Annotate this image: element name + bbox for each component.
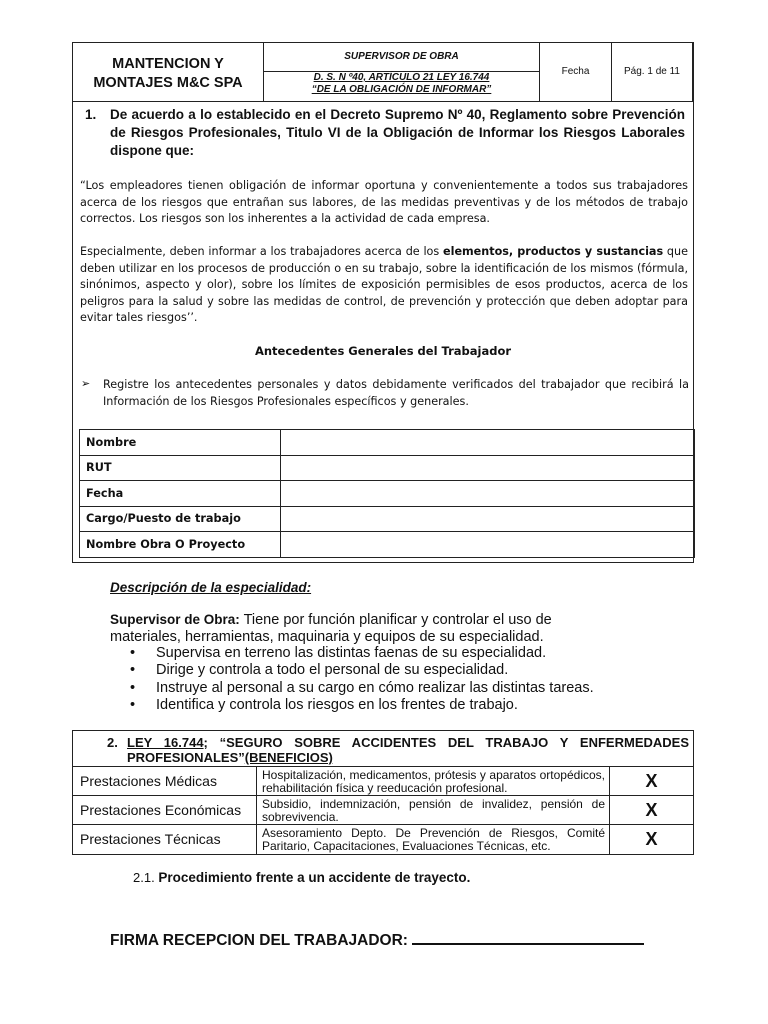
- row-label: Nombre: [80, 430, 281, 456]
- role-intro: Tiene por función planificar y controlar el uso de materiales, herramientas, maquinaria y equipos de su especialidad.: [110, 612, 552, 645]
- benefit-name: Prestaciones Técnicas: [73, 825, 257, 854]
- law-name: LEY 16.744: [127, 735, 204, 750]
- list-item: [130, 680, 594, 697]
- table-row: [80, 481, 695, 507]
- law-title: ; “SEGURO SOBRE ACCIDENTES DEL TRABAJO Y ENFERMEDADES PROFESIONALES”: [127, 735, 689, 765]
- paragraph-2-bold: elementos, productos y sustancias: [443, 245, 664, 258]
- section-1-number: 1.: [85, 107, 97, 122]
- role-label: Supervisor de Obra:: [110, 612, 240, 627]
- table-row: [80, 455, 695, 481]
- description-title: Descripción de la especialidad:: [110, 580, 312, 595]
- bullet-icon: •: [130, 679, 136, 696]
- law-table-heading: [73, 731, 693, 767]
- procedure-text: Procedimiento frente a un accidente de trayecto.: [158, 870, 471, 885]
- worker-data-table: [79, 429, 695, 558]
- list-item: [130, 645, 594, 662]
- table-row: [80, 506, 695, 532]
- section-2-number: 2.: [107, 735, 118, 750]
- law-benefits-table: [72, 730, 694, 855]
- page-number: Pág. 1 de 11: [612, 43, 693, 101]
- row-label: RUT: [80, 455, 281, 481]
- row-value-field[interactable]: [281, 455, 695, 481]
- paragraph-1: “Los empleadores tienen obligación de informar oportuna y convenientemente a todos sus trabajadores acerca de los riesgos que entrañan sus labores, de las medidas preventivas y de los métodos de trabajo correctos. Los riesgos son los inherentes a la actividad de cada empresa.: [80, 179, 688, 225]
- row-value-field[interactable]: [281, 481, 695, 507]
- table-row: [73, 825, 693, 854]
- list-item-text: Identifica y controla los riesgos en los frentes de trabajo.: [156, 696, 518, 713]
- section-1-heading-text: De acuerdo a lo establecido en el Decreto Supremo Nº 40, Reglamento sobre Prevención de Riesgos Profesionales, Titulo VI de la Obligación de Informar los Riesgos Laborales dispone que:: [110, 107, 685, 158]
- signature-line[interactable]: [412, 929, 644, 945]
- fecha-label: Fecha: [540, 43, 612, 101]
- benefit-detail: Subsidio, indemnización, pensión de invalidez, pensión de sobrevivencia.: [257, 796, 610, 824]
- worker-instruction: Registre los antecedentes personales y datos debidamente verificados del trabajador que recibirá la Información de los Riesgos Profesionales específicos y generales.: [103, 378, 689, 408]
- section-1-heading: [81, 106, 685, 160]
- table-row: [73, 796, 693, 825]
- bullet-icon: •: [130, 645, 136, 661]
- paragraph-2-start: Especialmente, deben informar a los trabajadores acerca de los: [80, 245, 444, 258]
- row-label: Nombre Obra O Proyecto: [80, 532, 281, 558]
- benefit-check-mark: X: [645, 771, 658, 791]
- table-row: [80, 532, 695, 558]
- header-title-cell: [264, 43, 540, 101]
- obligation-text: “DE LA OBLIGACIÓN DE INFORMAR”: [311, 84, 492, 95]
- row-value-field[interactable]: [281, 506, 695, 532]
- paragraph-2-end: que deben utilizar en los procesos de producción o en su trabajo, sobre la identificación de los mismos (fórmula, sinónimos, aspecto y olor), sobre los límites de exposición permisibles de esos productos, acerca de los peligros para la salud y sobre las medidas de control, de prevención y protección que deben adoptar para evitar tales riesgos’’.: [80, 245, 689, 324]
- benefits-label: (BENEFICIOS): [244, 750, 333, 765]
- signature-label: FIRMA RECEPCION DEL TRABAJADOR:: [110, 932, 408, 949]
- decree-text: D. S. N º40, ARTÍCULO 21 LEY 16.744: [313, 72, 490, 83]
- list-item-text: Instruye al personal a su cargo en cómo realizar las distintas tareas.: [156, 679, 594, 696]
- procedure-number: 2.1.: [133, 870, 155, 885]
- list-item-text: Supervisa en terreno las distintas faenas de su especialidad.: [156, 645, 547, 661]
- list-item: [130, 697, 594, 714]
- bullet-icon: •: [130, 696, 136, 713]
- benefit-name: Prestaciones Médicas: [73, 767, 257, 795]
- procedure-heading: [133, 870, 470, 885]
- table-row: [73, 767, 693, 796]
- arrow-bullet-icon: ➢: [81, 378, 91, 390]
- decree-reference: [264, 72, 539, 96]
- worker-section-title: Antecedentes Generales del Trabajador: [254, 344, 512, 358]
- row-label: Fecha: [80, 481, 281, 507]
- benefit-name: Prestaciones Económicas: [73, 796, 257, 824]
- benefit-detail: Asesoramiento Depto. De Prevención de Riesgos, Comité Paritario, Capacitaciones, Evaluaciones Técnicas, etc.: [257, 825, 610, 854]
- bullet-icon: •: [130, 662, 136, 679]
- table-row: [80, 430, 695, 456]
- list-item-text: Dirige y controla a todo el personal de su especialidad.: [156, 662, 509, 679]
- duties-list: [130, 645, 594, 714]
- benefit-detail: Hospitalización, medicamentos, prótesis y aparatos ortopédicos, rehabilitación física y reeducación profesional.: [257, 767, 610, 795]
- signature-area: [110, 929, 644, 950]
- law-heading-text: [127, 735, 689, 765]
- row-label: Cargo/Puesto de trabajo: [80, 506, 281, 532]
- list-item: [130, 662, 594, 679]
- paragraph-2: [80, 244, 688, 327]
- description-body: [110, 611, 590, 646]
- company-name: MANTENCION Y MONTAJES M&C SPA: [73, 43, 264, 101]
- row-value-field[interactable]: [281, 532, 695, 558]
- benefit-check-mark: X: [645, 829, 658, 849]
- document-header: [72, 42, 694, 102]
- benefit-check-mark: X: [645, 800, 658, 820]
- document-title: SUPERVISOR DE OBRA: [264, 43, 539, 72]
- row-value-field[interactable]: [281, 430, 695, 456]
